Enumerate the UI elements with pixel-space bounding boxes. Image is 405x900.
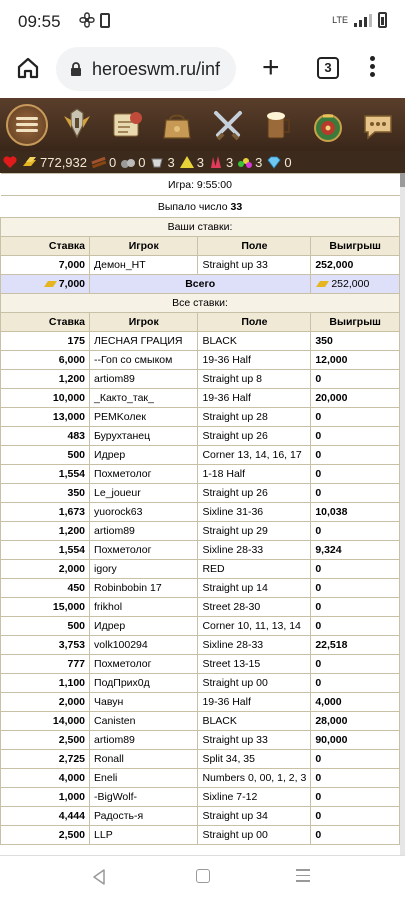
mercury-icon bbox=[149, 155, 165, 169]
bet-amount: 2,500 bbox=[1, 826, 90, 845]
results-table bbox=[0, 173, 400, 845]
bet-field: Sixline 31-36 bbox=[198, 503, 311, 522]
gold-icon bbox=[43, 278, 58, 288]
bet-amount: 2,500 bbox=[1, 731, 90, 750]
column-header-field: Поле bbox=[198, 237, 311, 256]
status-indicators bbox=[332, 12, 387, 28]
game-time-line: Игра: 9:55:00 bbox=[1, 174, 400, 196]
diamonds-resource bbox=[266, 155, 291, 170]
win-amount: 0 bbox=[311, 427, 400, 446]
bet-row bbox=[1, 693, 400, 712]
bet-amount: 1,100 bbox=[1, 674, 90, 693]
bet-field: Sixline 28-33 bbox=[198, 541, 311, 560]
crystals-amount: 3 bbox=[225, 154, 234, 170]
bet-row bbox=[1, 503, 400, 522]
recent-apps-icon[interactable] bbox=[296, 869, 310, 886]
player-link[interactable]: Похметолог bbox=[90, 655, 198, 674]
wood-amount: 0 bbox=[109, 154, 117, 170]
player-link[interactable]: Canisten bbox=[90, 712, 198, 731]
win-amount: 0 bbox=[311, 598, 400, 617]
bet-row bbox=[1, 674, 400, 693]
sulfur-amount: 3 bbox=[196, 154, 204, 170]
player-link[interactable]: Ronall bbox=[90, 750, 198, 769]
tavern-mug-icon[interactable] bbox=[257, 104, 299, 146]
gold-amount: 772,932 bbox=[40, 154, 87, 170]
bet-row bbox=[1, 579, 400, 598]
win-amount: 0 bbox=[311, 370, 400, 389]
wood-resource bbox=[91, 155, 116, 170]
bet-field: Split 34, 35 bbox=[198, 750, 311, 769]
ore-amount: 0 bbox=[138, 154, 146, 170]
bet-row bbox=[1, 788, 400, 807]
player-link[interactable]: volk100294 bbox=[90, 636, 198, 655]
bet-field: Street 28-30 bbox=[198, 598, 311, 617]
win-amount: 0 bbox=[311, 560, 400, 579]
win-amount: 0 bbox=[311, 750, 400, 769]
total-label: Всего bbox=[90, 275, 311, 294]
tab-switcher-button[interactable]: 3 bbox=[317, 57, 339, 79]
bet-field: Straight up 29 bbox=[198, 522, 311, 541]
column-header-field: Поле bbox=[198, 313, 311, 332]
your-bet-row bbox=[1, 256, 400, 275]
win-amount: 252,000 bbox=[311, 256, 400, 275]
bet-field: Straight up 26 bbox=[198, 484, 311, 503]
main-menu-icon[interactable] bbox=[6, 104, 48, 146]
bet-amount: 1,200 bbox=[1, 370, 90, 389]
win-amount: 0 bbox=[311, 788, 400, 807]
signal-icon bbox=[354, 13, 372, 27]
sim-icon bbox=[100, 13, 110, 28]
win-amount: 12,000 bbox=[311, 351, 400, 370]
bet-amount: 2,725 bbox=[1, 750, 90, 769]
bet-amount: 450 bbox=[1, 579, 90, 598]
bet-amount: 13,000 bbox=[1, 408, 90, 427]
gems-icon bbox=[237, 155, 253, 169]
bet-field: Straight up 33 bbox=[198, 256, 311, 275]
back-icon[interactable] bbox=[92, 869, 106, 885]
bet-row bbox=[1, 408, 400, 427]
bet-amount: 175 bbox=[1, 332, 90, 351]
bet-row bbox=[1, 712, 400, 731]
bet-row bbox=[1, 484, 400, 503]
lock-icon bbox=[70, 62, 82, 77]
win-amount: 0 bbox=[311, 408, 400, 427]
roulette-icon[interactable] bbox=[307, 104, 349, 146]
win-amount: 0 bbox=[311, 655, 400, 674]
ore-icon bbox=[120, 155, 136, 169]
diamond-icon bbox=[266, 155, 282, 169]
bet-amount: 350 bbox=[1, 484, 90, 503]
scrollbar-thumb[interactable] bbox=[400, 173, 405, 187]
bet-row bbox=[1, 617, 400, 636]
bet-row bbox=[1, 807, 400, 826]
win-amount: 0 bbox=[311, 807, 400, 826]
crystals-icon bbox=[208, 155, 224, 169]
bet-amount: 6,000 bbox=[1, 351, 90, 370]
scrollbar[interactable] bbox=[400, 173, 405, 855]
roulette-results-page bbox=[0, 173, 400, 855]
status-time: 09:55 bbox=[18, 12, 61, 31]
player-link[interactable]: LLP bbox=[90, 826, 198, 845]
gems-resource bbox=[237, 155, 262, 170]
bet-amount: 777 bbox=[1, 655, 90, 674]
win-amount: 0 bbox=[311, 617, 400, 636]
bet-row bbox=[1, 370, 400, 389]
gold-icon bbox=[22, 155, 38, 169]
win-amount: 350 bbox=[311, 332, 400, 351]
bet-field: Sixline 28-33 bbox=[198, 636, 311, 655]
bet-field: Street 13-15 bbox=[198, 655, 311, 674]
bet-amount: 4,444 bbox=[1, 807, 90, 826]
win-amount: 10,038 bbox=[311, 503, 400, 522]
win-amount: 0 bbox=[311, 579, 400, 598]
bet-amount: 1,673 bbox=[1, 503, 90, 522]
sulfur-resource bbox=[179, 155, 204, 170]
player-link[interactable]: artiom89 bbox=[90, 731, 198, 750]
map-scroll-icon[interactable] bbox=[106, 104, 148, 146]
resources-bar bbox=[0, 151, 405, 173]
bet-amount: 15,000 bbox=[1, 598, 90, 617]
bet-row bbox=[1, 750, 400, 769]
win-amount: 0 bbox=[311, 769, 400, 788]
player-link[interactable]: Похметолог bbox=[90, 541, 198, 560]
knight-helmet-icon[interactable] bbox=[56, 104, 98, 146]
swords-icon[interactable] bbox=[207, 104, 249, 146]
bet-row bbox=[1, 541, 400, 560]
game-nav bbox=[0, 98, 405, 151]
crystals-resource bbox=[208, 155, 233, 170]
bet-amount: 1,554 bbox=[1, 465, 90, 484]
mercury-amount: 3 bbox=[167, 154, 175, 170]
bet-row bbox=[1, 465, 400, 484]
bet-row bbox=[1, 389, 400, 408]
bet-field: 19-36 Half bbox=[198, 389, 311, 408]
bet-field: BLACK bbox=[198, 332, 311, 351]
player-link[interactable]: -BigWolf- bbox=[90, 788, 198, 807]
player-link[interactable]: ЛЕСНАЯ ГРАЦИЯ bbox=[90, 332, 198, 351]
bet-row bbox=[1, 636, 400, 655]
bet-row bbox=[1, 560, 400, 579]
player-link[interactable]: artiom89 bbox=[90, 370, 198, 389]
system-nav-bar bbox=[0, 855, 405, 900]
bet-row bbox=[1, 522, 400, 541]
bet-amount: 10,000 bbox=[1, 389, 90, 408]
gold-resource bbox=[22, 155, 87, 170]
bet-amount: 4,000 bbox=[1, 769, 90, 788]
bag-icon[interactable] bbox=[156, 104, 198, 146]
column-header-win: Выигрыш bbox=[311, 237, 400, 256]
win-amount: 0 bbox=[311, 484, 400, 503]
bet-row bbox=[1, 598, 400, 617]
player-link[interactable]: PEMKолек bbox=[90, 408, 198, 427]
player-link[interactable]: Похметолог bbox=[90, 465, 198, 484]
network-label: LTE bbox=[332, 15, 348, 25]
bet-amount: 3,753 bbox=[1, 636, 90, 655]
your-bets-total-row bbox=[1, 275, 400, 294]
player-link[interactable]: artiom89 bbox=[90, 522, 198, 541]
status-bar bbox=[0, 0, 405, 42]
win-amount: 0 bbox=[311, 674, 400, 693]
bet-field: Straight up 33 bbox=[198, 731, 311, 750]
bet-amount: 14,000 bbox=[1, 712, 90, 731]
bet-field: 19-36 Half bbox=[198, 351, 311, 370]
win-amount: 4,000 bbox=[311, 693, 400, 712]
total-win: 252,000 bbox=[331, 278, 370, 290]
bet-field: Sixline 7-12 bbox=[198, 788, 311, 807]
player-link[interactable]: Радость-я bbox=[90, 807, 198, 826]
column-header-player: Игрок bbox=[90, 237, 198, 256]
bet-row bbox=[1, 446, 400, 465]
bet-row bbox=[1, 826, 400, 845]
player-link[interactable]: Бурухтанец bbox=[90, 427, 198, 446]
browser-menu-icon[interactable] bbox=[370, 56, 376, 80]
bet-row bbox=[1, 427, 400, 446]
player-link[interactable]: yuorock63 bbox=[90, 503, 198, 522]
diamonds-amount: 0 bbox=[284, 154, 292, 170]
player-link[interactable]: ПодПрих0д bbox=[90, 674, 198, 693]
column-header-bet: Ставка bbox=[1, 237, 90, 256]
total-bet-cell bbox=[1, 275, 90, 294]
address-bar[interactable] bbox=[56, 47, 236, 91]
health-indicator bbox=[2, 155, 18, 169]
home-icon[interactable] bbox=[16, 56, 40, 80]
player-link[interactable]: Демон_НТ bbox=[90, 256, 198, 275]
bet-amount: 1,000 bbox=[1, 788, 90, 807]
win-amount: 20,000 bbox=[311, 389, 400, 408]
bet-amount: 1,200 bbox=[1, 522, 90, 541]
player-link[interactable]: Eneli bbox=[90, 769, 198, 788]
bet-row bbox=[1, 769, 400, 788]
bet-row bbox=[1, 351, 400, 370]
bet-field: Straight up 00 bbox=[198, 826, 311, 845]
bet-field: Corner 10, 11, 13, 14 bbox=[198, 617, 311, 636]
result-line: Выпало число 33 bbox=[1, 196, 400, 218]
ore-resource bbox=[120, 155, 145, 170]
battery-icon bbox=[378, 12, 387, 28]
win-amount: 22,518 bbox=[311, 636, 400, 655]
bet-field: Straight up 8 bbox=[198, 370, 311, 389]
bet-row bbox=[1, 731, 400, 750]
gems-amount: 3 bbox=[255, 154, 263, 170]
total-win-cell bbox=[311, 275, 400, 294]
column-header-player: Игрок bbox=[90, 313, 198, 332]
win-amount: 90,000 bbox=[311, 731, 400, 750]
bet-row bbox=[1, 655, 400, 674]
bet-amount: 2,000 bbox=[1, 693, 90, 712]
player-link[interactable]: Идрер bbox=[90, 617, 198, 636]
player-link[interactable]: _Както_так_ bbox=[90, 389, 198, 408]
bet-field: RED bbox=[198, 560, 311, 579]
bet-field: Straight up 28 bbox=[198, 408, 311, 427]
player-link[interactable]: igory bbox=[90, 560, 198, 579]
heart-icon bbox=[2, 155, 18, 169]
bet-field: Straight up 14 bbox=[198, 579, 311, 598]
column-header-win: Выигрыш bbox=[311, 313, 400, 332]
bet-amount: 483 bbox=[1, 427, 90, 446]
fan-icon bbox=[78, 11, 96, 29]
win-amount: 0 bbox=[311, 522, 400, 541]
gold-icon bbox=[315, 278, 330, 288]
all-bets-header bbox=[1, 313, 400, 332]
player-link[interactable]: Идрер bbox=[90, 446, 198, 465]
player-link[interactable]: Robinbobin 17 bbox=[90, 579, 198, 598]
wood-icon bbox=[91, 155, 107, 169]
url-text: heroeswm.ru/inf bbox=[92, 58, 221, 79]
mercury-resource bbox=[149, 155, 174, 170]
total-bet: 7,000 bbox=[58, 278, 86, 290]
bet-field: 1-18 Half bbox=[198, 465, 311, 484]
bet-field: Straight up 34 bbox=[198, 807, 311, 826]
your-bets-header bbox=[1, 237, 400, 256]
bet-amount: 2,000 bbox=[1, 560, 90, 579]
your-bets-title: Ваши ставки: bbox=[1, 218, 400, 237]
bet-amount: 500 bbox=[1, 446, 90, 465]
win-amount: 0 bbox=[311, 446, 400, 465]
new-tab-button[interactable]: + bbox=[262, 51, 280, 84]
game-time: 9:55:00 bbox=[196, 178, 232, 191]
bet-field: Straight up 26 bbox=[198, 427, 311, 446]
bet-field: 19-36 Half bbox=[198, 693, 311, 712]
player-link[interactable]: frikhol bbox=[90, 598, 198, 617]
bet-field: Numbers 0, 00, 1, 2, 3 bbox=[198, 769, 311, 788]
home-nav-icon[interactable] bbox=[196, 869, 210, 883]
win-amount: 9,324 bbox=[311, 541, 400, 560]
bet-field: Straight up 00 bbox=[198, 674, 311, 693]
sulfur-icon bbox=[179, 155, 195, 169]
winning-number: 33 bbox=[230, 200, 243, 213]
win-amount: 0 bbox=[311, 826, 400, 845]
win-amount: 28,000 bbox=[311, 712, 400, 731]
all-bets-title: Все ставки: bbox=[1, 294, 400, 313]
column-header-bet: Ставка bbox=[1, 313, 90, 332]
bet-amount: 500 bbox=[1, 617, 90, 636]
bet-field: Corner 13, 14, 16, 17 bbox=[198, 446, 311, 465]
bet-row bbox=[1, 332, 400, 351]
player-link[interactable]: Le_joueur bbox=[90, 484, 198, 503]
player-link[interactable]: --Гоп со смыком bbox=[90, 351, 198, 370]
bet-amount: 1,554 bbox=[1, 541, 90, 560]
player-link[interactable]: Чавун bbox=[90, 693, 198, 712]
browser-toolbar bbox=[0, 42, 405, 98]
win-amount: 0 bbox=[311, 465, 400, 484]
bet-field: BLACK bbox=[198, 712, 311, 731]
chat-bubble-icon[interactable] bbox=[357, 104, 399, 146]
bet-amount: 7,000 bbox=[1, 256, 90, 275]
